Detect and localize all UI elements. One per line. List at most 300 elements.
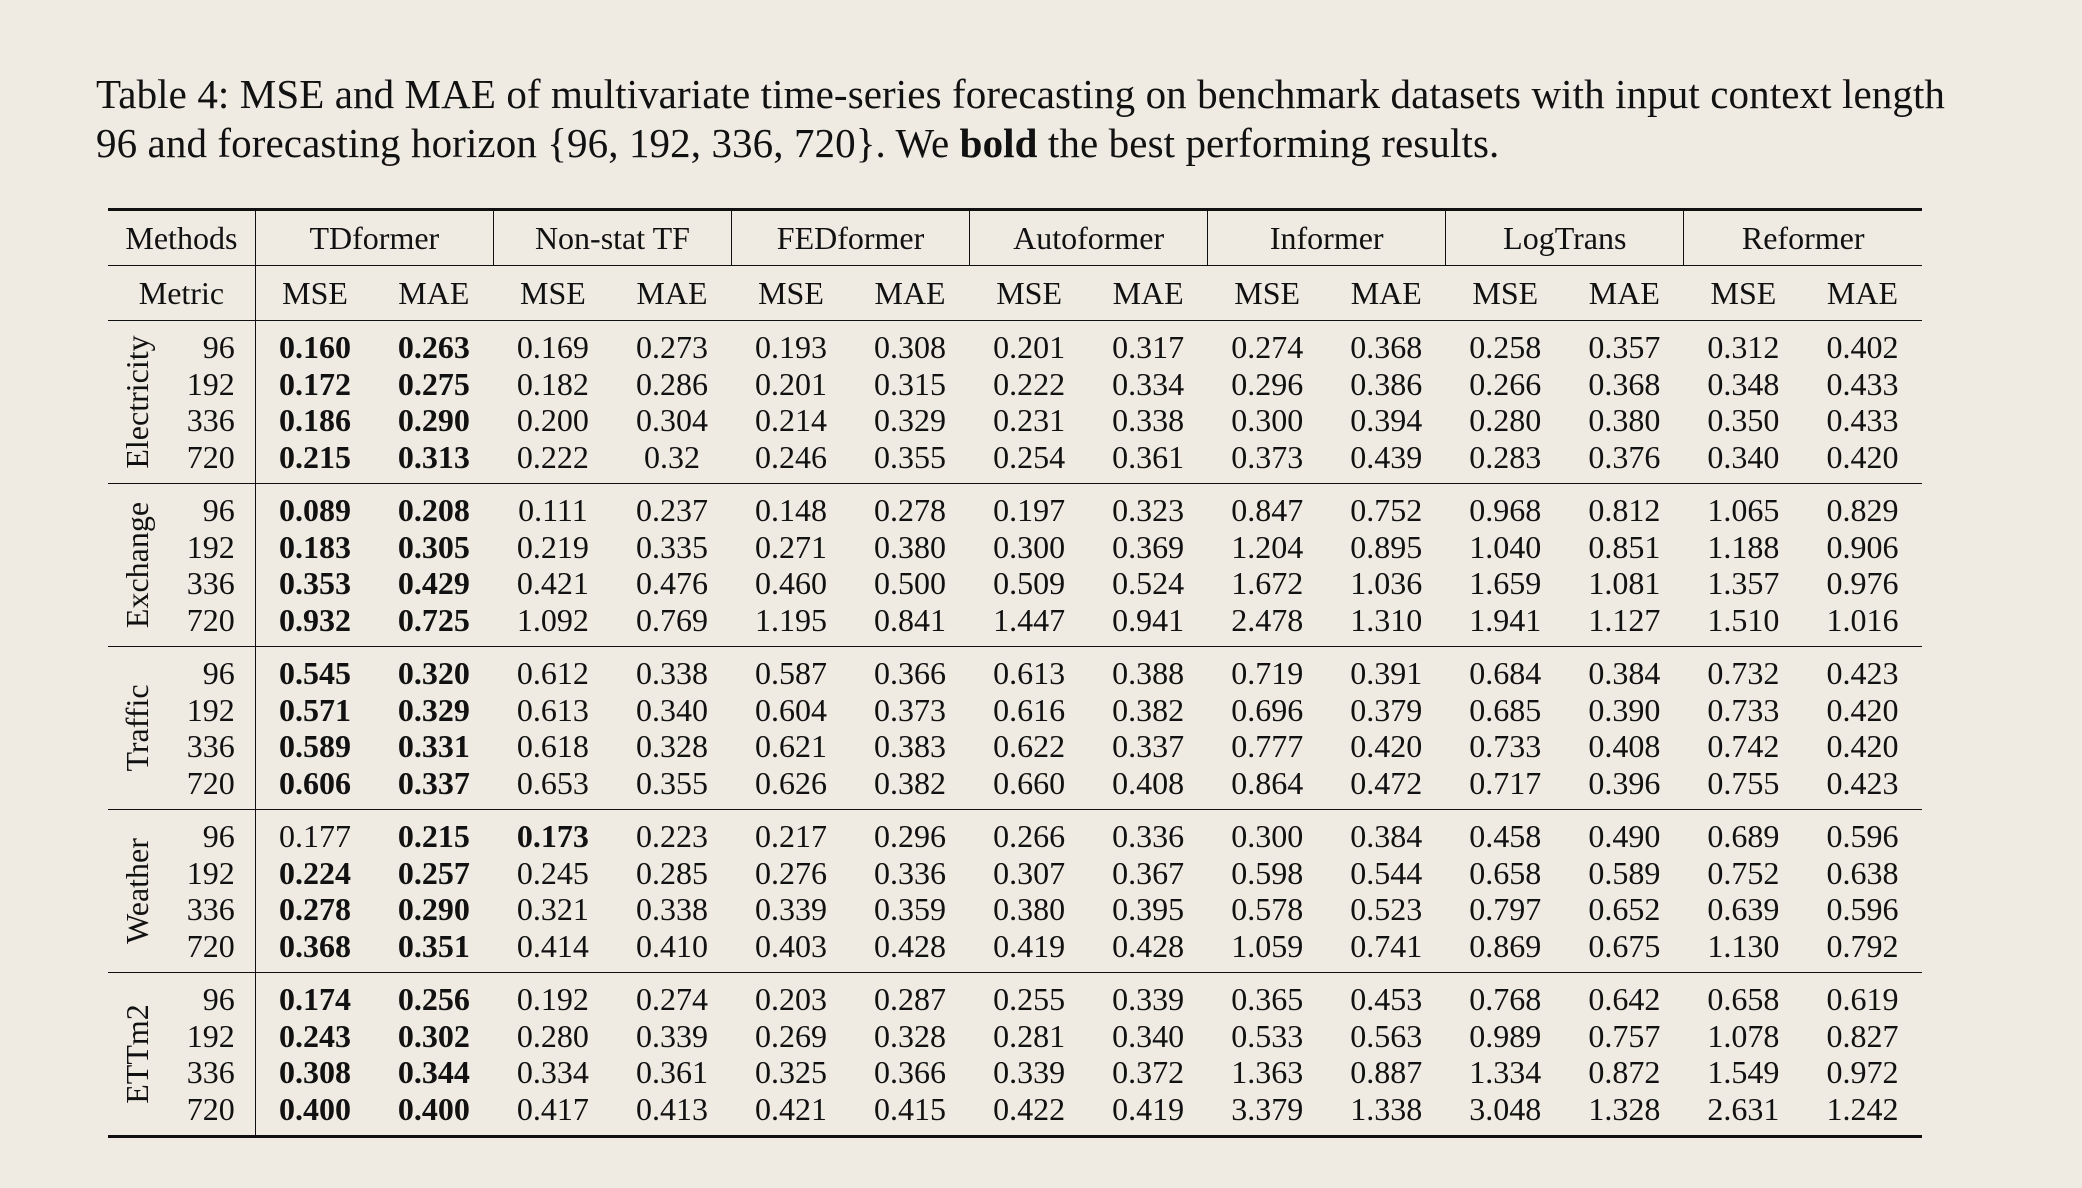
value-cell: 0.524 bbox=[1112, 565, 1185, 601]
value-cell: 0.334 bbox=[1112, 365, 1185, 402]
value-cell: 0.596 bbox=[1826, 891, 1899, 927]
table-caption bbox=[96, 70, 1996, 168]
method-autoformer: Autoformer bbox=[970, 210, 1208, 266]
metric-mse: MSE bbox=[255, 266, 374, 321]
value-cell: 1.195 bbox=[754, 601, 827, 638]
caption-text-2: the best performing results. bbox=[1037, 120, 1500, 166]
value-cell: 1.092 bbox=[516, 601, 589, 638]
value-cell: 0.317 bbox=[1112, 329, 1185, 365]
metric-label: Metric bbox=[108, 266, 255, 321]
value-cell: 0.255 bbox=[993, 981, 1066, 1017]
value-cell: 0.932 bbox=[279, 601, 352, 638]
dataset-group bbox=[108, 810, 1922, 973]
value-cell: 0.300 bbox=[993, 528, 1066, 565]
methods-label: Methods bbox=[108, 210, 255, 266]
value-cell: 1.036 bbox=[1350, 565, 1423, 601]
value-cell: 0.417 bbox=[516, 1090, 589, 1127]
value-cell: 0.887 bbox=[1350, 1054, 1423, 1090]
value-cell: 0.256 bbox=[397, 981, 470, 1017]
value-cell: 0.271 bbox=[754, 528, 827, 565]
dataset-group bbox=[108, 647, 1922, 810]
value-cell: 0.243 bbox=[279, 1017, 352, 1054]
horizon-cell: 720 bbox=[167, 1091, 256, 1137]
metric-mse: MSE bbox=[970, 266, 1089, 321]
metric-mse: MSE bbox=[731, 266, 850, 321]
value-cell: 0.626 bbox=[754, 764, 827, 801]
value-cell: 0.231 bbox=[993, 402, 1066, 438]
value-cell: 0.307 bbox=[993, 854, 1066, 891]
value-cell: 1.334 bbox=[1469, 1054, 1542, 1090]
value-cell: 0.338 bbox=[635, 891, 708, 927]
table-row bbox=[108, 973, 1922, 1018]
horizon-cell: 336 bbox=[167, 402, 256, 439]
value-cell: 0.308 bbox=[279, 1054, 352, 1090]
table-row bbox=[108, 602, 1922, 647]
horizon-cell: 336 bbox=[167, 728, 256, 765]
value-cell: 0.429 bbox=[397, 565, 470, 601]
value-cell: 0.423 bbox=[1826, 655, 1899, 691]
value-cell: 0.768 bbox=[1469, 981, 1542, 1017]
value-cell: 1.363 bbox=[1231, 1054, 1304, 1090]
value-cell: 1.328 bbox=[1588, 1090, 1661, 1127]
value-cell: 0.420 bbox=[1350, 728, 1423, 764]
value-cell: 0.367 bbox=[1112, 854, 1185, 891]
value-cell: 0.386 bbox=[1350, 365, 1423, 402]
table-row bbox=[108, 484, 1922, 529]
value-cell: 0.382 bbox=[874, 764, 947, 801]
value-cell: 0.895 bbox=[1350, 528, 1423, 565]
value-cell: 0.792 bbox=[1826, 927, 1899, 964]
value-cell: 0.376 bbox=[1588, 438, 1661, 475]
value-cell: 0.312 bbox=[1707, 329, 1780, 365]
value-cell: 0.339 bbox=[635, 1017, 708, 1054]
value-cell: 0.177 bbox=[279, 818, 352, 854]
value-cell: 0.280 bbox=[1469, 402, 1542, 438]
value-cell: 0.296 bbox=[874, 818, 947, 854]
value-cell: 1.016 bbox=[1826, 601, 1899, 638]
value-cell: 0.339 bbox=[754, 891, 827, 927]
value-cell: 1.357 bbox=[1707, 565, 1780, 601]
caption-bold-word: bold bbox=[959, 120, 1038, 166]
dataset-cell bbox=[108, 973, 167, 1137]
dataset-group bbox=[108, 321, 1922, 484]
value-cell: 0.269 bbox=[754, 1017, 827, 1054]
value-cell: 0.222 bbox=[516, 438, 589, 475]
table-row bbox=[108, 855, 1922, 892]
value-cell: 0.219 bbox=[516, 528, 589, 565]
value-cell: 0.148 bbox=[754, 492, 827, 528]
horizon-cell: 720 bbox=[167, 765, 256, 810]
value-cell: 0.200 bbox=[516, 402, 589, 438]
table-row bbox=[108, 321, 1922, 366]
horizon-cell: 336 bbox=[167, 891, 256, 928]
value-cell: 0.217 bbox=[754, 818, 827, 854]
value-cell: 0.237 bbox=[635, 492, 708, 528]
value-cell: 0.394 bbox=[1350, 402, 1423, 438]
value-cell: 0.320 bbox=[397, 655, 470, 691]
value-cell: 0.396 bbox=[1588, 764, 1661, 801]
value-cell: 0.420 bbox=[1826, 691, 1899, 728]
value-cell: 0.653 bbox=[516, 764, 589, 801]
value-cell: 0.182 bbox=[516, 365, 589, 402]
table-row bbox=[108, 1018, 1922, 1055]
value-cell: 0.606 bbox=[279, 764, 352, 801]
value-cell: 0.313 bbox=[397, 438, 470, 475]
table-row bbox=[108, 765, 1922, 810]
value-cell: 0.192 bbox=[516, 981, 589, 1017]
value-cell: 0.752 bbox=[1350, 492, 1423, 528]
value-cell: 0.872 bbox=[1588, 1054, 1661, 1090]
value-cell: 0.638 bbox=[1826, 854, 1899, 891]
metric-mae: MAE bbox=[612, 266, 731, 321]
value-cell: 0.263 bbox=[397, 329, 470, 365]
value-cell: 0.197 bbox=[993, 492, 1066, 528]
value-cell: 1.672 bbox=[1231, 565, 1304, 601]
value-cell: 0.287 bbox=[874, 981, 947, 1017]
value-cell: 0.215 bbox=[397, 818, 470, 854]
value-cell: 1.040 bbox=[1469, 528, 1542, 565]
value-cell: 0.428 bbox=[874, 927, 947, 964]
dataset-label: Electricity bbox=[119, 335, 155, 469]
dataset-label: Weather bbox=[119, 838, 155, 944]
horizon-cell: 720 bbox=[167, 602, 256, 647]
value-cell: 0.215 bbox=[279, 438, 352, 475]
value-cell: 0.421 bbox=[754, 1090, 827, 1127]
value-cell: 0.304 bbox=[635, 402, 708, 438]
table-row bbox=[108, 402, 1922, 439]
value-cell: 0.719 bbox=[1231, 655, 1304, 691]
value-cell: 0.273 bbox=[635, 329, 708, 365]
dataset-cell bbox=[108, 647, 167, 810]
value-cell: 0.598 bbox=[1231, 854, 1304, 891]
value-cell: 0.169 bbox=[516, 329, 589, 365]
value-cell: 0.160 bbox=[279, 329, 352, 365]
value-cell: 0.612 bbox=[516, 655, 589, 691]
value-cell: 0.388 bbox=[1112, 655, 1185, 691]
horizon-cell: 96 bbox=[167, 810, 256, 855]
value-cell: 0.203 bbox=[754, 981, 827, 1017]
value-cell: 0.281 bbox=[993, 1017, 1066, 1054]
value-cell: 0.183 bbox=[279, 528, 352, 565]
value-cell: 0.348 bbox=[1707, 365, 1780, 402]
value-cell: 0.245 bbox=[516, 854, 589, 891]
value-cell: 1.510 bbox=[1707, 601, 1780, 638]
value-cell: 0.689 bbox=[1707, 818, 1780, 854]
value-cell: 0.275 bbox=[397, 365, 470, 402]
value-cell: 0.380 bbox=[874, 528, 947, 565]
method-tdformer: TDformer bbox=[255, 210, 493, 266]
value-cell: 0.089 bbox=[279, 492, 352, 528]
value-cell: 0.797 bbox=[1469, 891, 1542, 927]
value-cell: 0.733 bbox=[1707, 691, 1780, 728]
horizon-cell: 192 bbox=[167, 529, 256, 566]
value-cell: 0.604 bbox=[754, 691, 827, 728]
value-cell: 0.340 bbox=[635, 691, 708, 728]
results-table-wrapper bbox=[108, 208, 1922, 1138]
value-cell: 2.478 bbox=[1231, 601, 1304, 638]
value-cell: 3.379 bbox=[1231, 1090, 1304, 1127]
dataset-label: Traffic bbox=[119, 684, 155, 772]
value-cell: 0.571 bbox=[279, 691, 352, 728]
value-cell: 0.578 bbox=[1231, 891, 1304, 927]
value-cell: 0.390 bbox=[1588, 691, 1661, 728]
metric-mae: MAE bbox=[851, 266, 970, 321]
horizon-cell: 192 bbox=[167, 1018, 256, 1055]
table-row bbox=[108, 366, 1922, 403]
dataset-group bbox=[108, 484, 1922, 647]
value-cell: 0.201 bbox=[993, 329, 1066, 365]
value-cell: 0.365 bbox=[1231, 981, 1304, 1017]
table-row bbox=[108, 928, 1922, 973]
value-cell: 0.368 bbox=[1588, 365, 1661, 402]
value-cell: 0.274 bbox=[635, 981, 708, 1017]
value-cell: 0.400 bbox=[397, 1090, 470, 1127]
value-cell: 0.755 bbox=[1707, 764, 1780, 801]
method-logtrans: LogTrans bbox=[1446, 210, 1684, 266]
value-cell: 0.589 bbox=[279, 728, 352, 764]
method-reformer: Reformer bbox=[1684, 210, 1922, 266]
value-cell: 0.420 bbox=[1826, 438, 1899, 475]
value-cell: 0.315 bbox=[874, 365, 947, 402]
value-cell: 0.368 bbox=[1350, 329, 1423, 365]
value-cell: 0.172 bbox=[279, 365, 352, 402]
table-row bbox=[108, 529, 1922, 566]
value-cell: 0.906 bbox=[1826, 528, 1899, 565]
value-cell: 0.32 bbox=[643, 438, 700, 475]
value-cell: 0.305 bbox=[397, 528, 470, 565]
value-cell: 0.428 bbox=[1112, 927, 1185, 964]
value-cell: 0.383 bbox=[874, 728, 947, 764]
metric-mae: MAE bbox=[1089, 266, 1208, 321]
value-cell: 0.336 bbox=[874, 854, 947, 891]
value-cell: 0.258 bbox=[1469, 329, 1542, 365]
value-cell: 0.420 bbox=[1826, 728, 1899, 764]
value-cell: 0.366 bbox=[874, 1054, 947, 1090]
value-cell: 1.659 bbox=[1469, 565, 1542, 601]
value-cell: 0.296 bbox=[1231, 365, 1304, 402]
value-cell: 0.472 bbox=[1350, 764, 1423, 801]
value-cell: 1.188 bbox=[1707, 528, 1780, 565]
value-cell: 0.336 bbox=[1112, 818, 1185, 854]
value-cell: 0.812 bbox=[1588, 492, 1661, 528]
value-cell: 0.300 bbox=[1231, 818, 1304, 854]
value-cell: 0.696 bbox=[1231, 691, 1304, 728]
value-cell: 0.413 bbox=[635, 1090, 708, 1127]
caption-text-1: Table 4: MSE and MAE of multivariate time-series forecasting on benchmark datasets with input context length 96 and forecasting horizon {96, 192, 336, 720}. We bbox=[96, 71, 1946, 166]
value-cell: 0.355 bbox=[874, 438, 947, 475]
value-cell: 1.204 bbox=[1231, 528, 1304, 565]
value-cell: 0.639 bbox=[1707, 891, 1780, 927]
value-cell: 0.329 bbox=[397, 691, 470, 728]
value-cell: 0.344 bbox=[397, 1054, 470, 1090]
value-cell: 0.278 bbox=[279, 891, 352, 927]
value-cell: 0.423 bbox=[1826, 764, 1899, 801]
value-cell: 0.642 bbox=[1588, 981, 1661, 1017]
value-cell: 0.384 bbox=[1588, 655, 1661, 691]
value-cell: 0.769 bbox=[635, 601, 708, 638]
value-cell: 0.509 bbox=[993, 565, 1066, 601]
value-cell: 0.439 bbox=[1350, 438, 1423, 475]
value-cell: 0.338 bbox=[1112, 402, 1185, 438]
value-cell: 0.285 bbox=[635, 854, 708, 891]
value-cell: 1.065 bbox=[1707, 492, 1780, 528]
value-cell: 0.685 bbox=[1469, 691, 1542, 728]
value-cell: 0.408 bbox=[1112, 764, 1185, 801]
value-cell: 0.208 bbox=[397, 492, 470, 528]
table-row bbox=[108, 728, 1922, 765]
value-cell: 0.186 bbox=[279, 402, 352, 438]
value-cell: 0.652 bbox=[1588, 891, 1661, 927]
value-cell: 0.545 bbox=[279, 655, 352, 691]
value-cell: 0.476 bbox=[635, 565, 708, 601]
horizon-cell: 96 bbox=[167, 484, 256, 529]
value-cell: 1.549 bbox=[1707, 1054, 1780, 1090]
value-cell: 0.368 bbox=[279, 927, 352, 964]
value-cell: 0.391 bbox=[1350, 655, 1423, 691]
value-cell: 1.081 bbox=[1588, 565, 1661, 601]
value-cell: 0.339 bbox=[993, 1054, 1066, 1090]
value-cell: 0.380 bbox=[993, 891, 1066, 927]
value-cell: 0.355 bbox=[635, 764, 708, 801]
value-cell: 0.847 bbox=[1231, 492, 1304, 528]
value-cell: 0.415 bbox=[874, 1090, 947, 1127]
value-cell: 1.941 bbox=[1469, 601, 1542, 638]
value-cell: 0.733 bbox=[1469, 728, 1542, 764]
value-cell: 0.359 bbox=[874, 891, 947, 927]
value-cell: 0.658 bbox=[1707, 981, 1780, 1017]
value-cell: 0.339 bbox=[1112, 981, 1185, 1017]
value-cell: 0.596 bbox=[1826, 818, 1899, 854]
value-cell: 0.266 bbox=[993, 818, 1066, 854]
value-cell: 0.280 bbox=[516, 1017, 589, 1054]
value-cell: 0.372 bbox=[1112, 1054, 1185, 1090]
value-cell: 0.419 bbox=[1112, 1090, 1185, 1127]
value-cell: 0.173 bbox=[516, 818, 589, 854]
value-cell: 0.827 bbox=[1826, 1017, 1899, 1054]
value-cell: 0.419 bbox=[993, 927, 1066, 964]
value-cell: 1.338 bbox=[1350, 1090, 1423, 1127]
value-cell: 0.400 bbox=[279, 1090, 352, 1127]
value-cell: 0.274 bbox=[1231, 329, 1304, 365]
value-cell: 0.717 bbox=[1469, 764, 1542, 801]
value-cell: 0.276 bbox=[754, 854, 827, 891]
metric-mae: MAE bbox=[374, 266, 493, 321]
metric-mse: MSE bbox=[1684, 266, 1803, 321]
value-cell: 0.587 bbox=[754, 655, 827, 691]
value-cell: 0.373 bbox=[1231, 438, 1304, 475]
value-cell: 0.283 bbox=[1469, 438, 1542, 475]
value-cell: 0.254 bbox=[993, 438, 1066, 475]
value-cell: 0.266 bbox=[1469, 365, 1542, 402]
value-cell: 0.422 bbox=[993, 1090, 1066, 1127]
value-cell: 0.369 bbox=[1112, 528, 1185, 565]
table-row bbox=[108, 810, 1922, 855]
value-cell: 0.174 bbox=[279, 981, 352, 1017]
value-cell: 0.379 bbox=[1350, 691, 1423, 728]
value-cell: 1.310 bbox=[1350, 601, 1423, 638]
value-cell: 0.864 bbox=[1231, 764, 1304, 801]
value-cell: 1.059 bbox=[1231, 927, 1304, 964]
value-cell: 0.373 bbox=[874, 691, 947, 728]
value-cell: 0.323 bbox=[1112, 492, 1185, 528]
value-cell: 0.193 bbox=[754, 329, 827, 365]
horizon-cell: 96 bbox=[167, 973, 256, 1018]
method-nonstat-tf: Non-stat TF bbox=[493, 210, 731, 266]
value-cell: 0.290 bbox=[397, 402, 470, 438]
value-cell: 0.337 bbox=[1112, 728, 1185, 764]
value-cell: 0.841 bbox=[874, 601, 947, 638]
value-cell: 0.338 bbox=[635, 655, 708, 691]
value-cell: 0.660 bbox=[993, 764, 1066, 801]
metric-mse: MSE bbox=[493, 266, 612, 321]
value-cell: 0.433 bbox=[1826, 365, 1899, 402]
dataset-label: ETTm2 bbox=[119, 1004, 155, 1104]
value-cell: 0.622 bbox=[993, 728, 1066, 764]
value-cell: 0.290 bbox=[397, 891, 470, 927]
horizon-cell: 336 bbox=[167, 565, 256, 602]
value-cell: 0.725 bbox=[397, 601, 470, 638]
method-fedformer: FEDformer bbox=[731, 210, 969, 266]
dataset-group bbox=[108, 973, 1922, 1137]
metric-mse: MSE bbox=[1208, 266, 1327, 321]
value-cell: 0.869 bbox=[1469, 927, 1542, 964]
value-cell: 0.523 bbox=[1350, 891, 1423, 927]
value-cell: 0.777 bbox=[1231, 728, 1304, 764]
table-row bbox=[108, 891, 1922, 928]
dataset-cell bbox=[108, 810, 167, 973]
value-cell: 0.321 bbox=[516, 891, 589, 927]
table-row bbox=[108, 692, 1922, 729]
value-cell: 0.414 bbox=[516, 927, 589, 964]
dataset-label: Exchange bbox=[119, 501, 155, 629]
value-cell: 0.460 bbox=[754, 565, 827, 601]
table-row bbox=[108, 565, 1922, 602]
method-informer: Informer bbox=[1208, 210, 1446, 266]
value-cell: 0.201 bbox=[754, 365, 827, 402]
value-cell: 0.421 bbox=[516, 565, 589, 601]
value-cell: 0.563 bbox=[1350, 1017, 1423, 1054]
value-cell: 0.410 bbox=[635, 927, 708, 964]
value-cell: 0.618 bbox=[516, 728, 589, 764]
value-cell: 1.447 bbox=[993, 601, 1066, 638]
value-cell: 0.500 bbox=[874, 565, 947, 601]
metric-mae: MAE bbox=[1327, 266, 1446, 321]
value-cell: 0.257 bbox=[397, 854, 470, 891]
table-row bbox=[108, 647, 1922, 692]
value-cell: 0.742 bbox=[1707, 728, 1780, 764]
value-cell: 1.242 bbox=[1826, 1090, 1899, 1127]
horizon-cell: 192 bbox=[167, 366, 256, 403]
value-cell: 0.619 bbox=[1826, 981, 1899, 1017]
value-cell: 0.214 bbox=[754, 402, 827, 438]
value-cell: 0.350 bbox=[1707, 402, 1780, 438]
value-cell: 0.458 bbox=[1469, 818, 1542, 854]
value-cell: 0.340 bbox=[1707, 438, 1780, 475]
value-cell: 0.616 bbox=[993, 691, 1066, 728]
table-row bbox=[108, 439, 1922, 484]
value-cell: 0.223 bbox=[635, 818, 708, 854]
value-cell: 0.382 bbox=[1112, 691, 1185, 728]
value-cell: 0.384 bbox=[1350, 818, 1423, 854]
value-cell: 1.130 bbox=[1707, 927, 1780, 964]
horizon-cell: 96 bbox=[167, 321, 256, 366]
value-cell: 0.278 bbox=[874, 492, 947, 528]
value-cell: 0.325 bbox=[754, 1054, 827, 1090]
value-cell: 0.741 bbox=[1350, 927, 1423, 964]
value-cell: 0.328 bbox=[635, 728, 708, 764]
value-cell: 0.490 bbox=[1588, 818, 1661, 854]
dataset-cell bbox=[108, 484, 167, 647]
